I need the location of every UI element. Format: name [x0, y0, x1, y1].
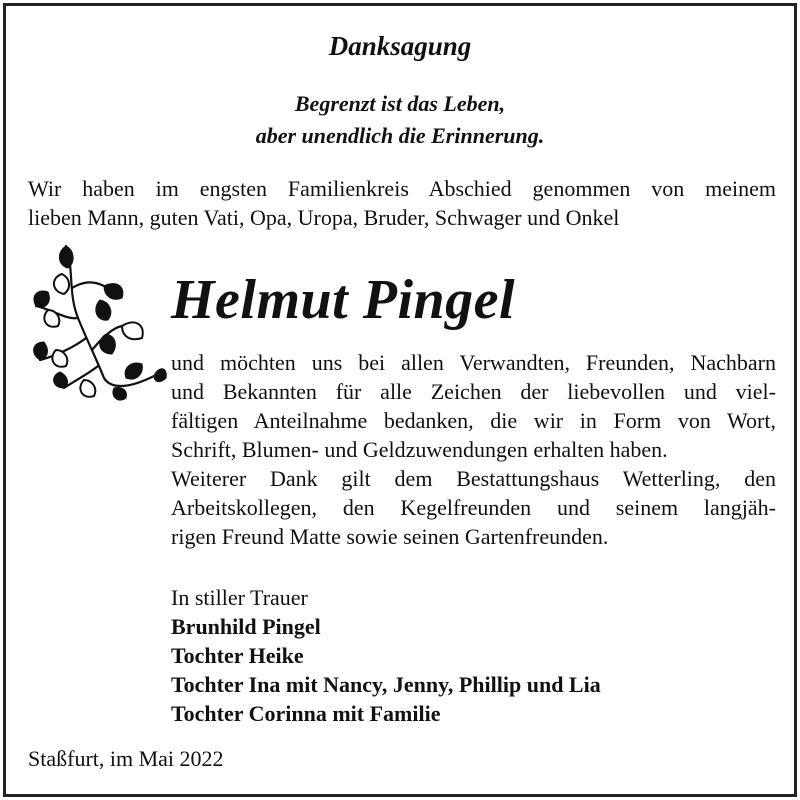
notice-heading: Danksagung — [328, 31, 472, 61]
thanks-line: und möchten uns bei allen Verwandten, Freunden, Nachbarn — [171, 350, 776, 375]
motto-line-2: aber unendlich die Erinnerung. — [255, 123, 545, 148]
deceased-name: Helmut Pingel — [171, 269, 516, 331]
motto-line-1: Begrenzt ist das Leben, — [294, 91, 506, 116]
mourner-name: Tochter Ina mit Nancy, Jenny, Phillip und Lia — [171, 672, 601, 697]
mourner-name: Tochter Heike — [171, 643, 304, 668]
signoff-intro: In stiller Trauer — [171, 585, 308, 610]
obituary-notice — [3, 3, 797, 797]
thanks-line: rigen Freund Matte sowie seinen Gartenfreunden. — [171, 524, 609, 549]
motto — [6, 88, 794, 152]
branch-leaves-icon — [26, 238, 168, 408]
thanks-line: fältigen Anteilnahme bedanken, die wir in Form von Wort, — [171, 408, 776, 433]
thanks-line: Schrift, Blumen- und Geldzuwendungen erhalten haben. — [171, 437, 668, 462]
thanks-line: Weiterer Dank gilt dem Bestattungshaus Wetterling, den — [171, 466, 776, 491]
place-date: Staßfurt, im Mai 2022 — [28, 746, 224, 771]
signoff — [171, 583, 776, 728]
intro-line-1: Wir haben im engsten Familienkreis Abschied genommen von meinem — [28, 176, 776, 201]
thanks-line: Arbeitskollegen, den Kegelfreunden und seinem langjäh- — [171, 495, 776, 520]
mourner-name: Brunhild Pingel — [171, 614, 321, 639]
mourner-name: Tochter Corinna mit Familie — [171, 701, 441, 726]
intro-line-2: lieben Mann, guten Vati, Opa, Uropa, Bruder, Schwager und Onkel — [28, 205, 620, 230]
thanks-text — [171, 348, 776, 551]
thanks-line: und Bekannten für alle Zeichen der liebevollen und viel- — [171, 379, 776, 404]
intro-text — [28, 174, 776, 232]
